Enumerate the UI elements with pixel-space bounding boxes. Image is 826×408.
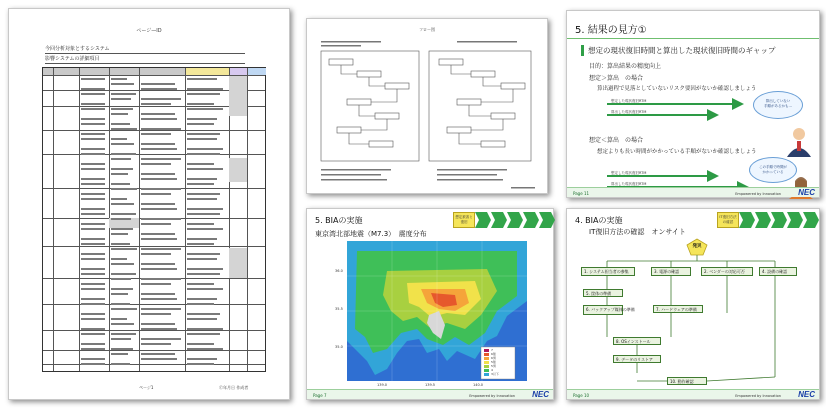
table-text-line xyxy=(187,328,223,330)
table-text-line xyxy=(81,153,105,155)
header-highlight-purple xyxy=(229,68,247,75)
table-text-line xyxy=(187,163,214,165)
table-text-line xyxy=(111,123,130,125)
header-highlight-yellow xyxy=(185,68,229,75)
page-footer-right: Ⓒ年月日 作成者 xyxy=(219,385,249,390)
slide-it-recovery-flow[interactable] xyxy=(566,208,820,400)
table-text-line xyxy=(81,78,105,80)
flow-step-7: 7. ハードウェアの準備 xyxy=(653,305,703,313)
x-tick-1: 139.0 xyxy=(377,383,388,387)
table-col-divider xyxy=(53,68,54,371)
slide-page-number: Page 10 xyxy=(573,393,590,398)
table-text-line xyxy=(81,88,105,90)
flow-step-10: 10. 動作確認 xyxy=(667,377,707,385)
table-text-line xyxy=(111,153,136,155)
table-text-line xyxy=(141,193,171,195)
y-tick-1: 36.0 xyxy=(335,269,343,273)
legend-label: 6強 xyxy=(491,352,496,356)
table-text-line xyxy=(111,288,133,290)
table-text-line xyxy=(111,248,137,250)
table-text-line xyxy=(141,83,175,85)
table-text-line xyxy=(111,168,133,170)
slide-title: 5. BIAの実施 xyxy=(315,216,363,225)
label-assumed-rtm: 想定した現状復旧RTM xyxy=(611,99,647,103)
table-text-line xyxy=(187,363,214,365)
table-text-line xyxy=(81,313,105,315)
speech-bubble-missing-steps: 算出していない 手順があるかも… xyxy=(753,91,803,119)
table-text-line xyxy=(187,193,220,195)
table-text-line xyxy=(141,343,171,345)
label-calculated-rtm: 算出した現状復旧RTM xyxy=(611,110,647,114)
table-text-line xyxy=(141,323,175,325)
table-text-line xyxy=(111,278,131,280)
table-text-line xyxy=(187,228,223,230)
table-text-line xyxy=(81,273,105,275)
table-col-divider xyxy=(247,68,248,371)
table-text-line xyxy=(141,298,177,300)
table-text-line xyxy=(81,283,105,285)
table-text-line xyxy=(81,223,105,225)
bullet-case-greater: 想定＞算出 の場合 xyxy=(589,75,644,82)
table-text-line xyxy=(81,333,105,335)
table-text-line xyxy=(141,268,177,270)
table-text-line xyxy=(111,323,134,325)
y-tick-3: 35.0 xyxy=(335,345,343,349)
flow-step-1: 1. システム担当者の参集 xyxy=(581,267,635,276)
bullet-case-greater-detail: 算出過程で見落としていないリスク要因がないか確認しましょう xyxy=(597,86,757,92)
subtitle-underline xyxy=(45,63,245,64)
flow-step-9: 9. データのリストア xyxy=(613,355,661,363)
slide-subtitle: IT復旧方法の確認 オンサイト xyxy=(589,228,686,236)
table-text-line xyxy=(111,143,134,145)
legend-label: 5強 xyxy=(491,360,496,364)
bullet-purpose: 目的：算出結果の精度向上 xyxy=(589,63,662,70)
slide-footer-tagline: Empowered by Innovation xyxy=(469,394,515,398)
table-text-line xyxy=(111,158,131,160)
legend-label: 7 xyxy=(491,348,493,352)
table-text-line xyxy=(111,213,136,215)
table-text-line xyxy=(141,103,171,105)
table-text-line xyxy=(81,163,105,165)
table-text-line xyxy=(111,258,127,260)
x-tick-2: 139.5 xyxy=(425,383,436,387)
table-text-line xyxy=(187,78,217,80)
table-text-line xyxy=(187,253,220,255)
table-text-line xyxy=(111,78,127,80)
slide-title: 4. BIAの実施 xyxy=(575,216,623,225)
table-text-line xyxy=(141,223,171,225)
slide-results-view[interactable] xyxy=(566,10,820,198)
table-text-line xyxy=(81,303,105,305)
table-text-line xyxy=(187,343,214,345)
table-text-line xyxy=(81,183,105,185)
table-text-line xyxy=(111,348,133,350)
table-col-divider xyxy=(139,68,140,371)
table-text-line xyxy=(81,93,105,95)
table-text-line xyxy=(141,308,181,310)
table-text-line xyxy=(81,213,105,215)
table-text-line xyxy=(141,178,177,180)
table-text-line xyxy=(81,208,105,210)
table-text-line xyxy=(111,308,137,310)
table-text-line xyxy=(187,283,214,285)
slide-subtitle: 想定の現状復旧時間と算出した現状復旧時間のギャップ xyxy=(581,45,820,56)
table-text-line xyxy=(187,178,217,180)
table-text-line xyxy=(187,303,214,305)
table-text-line xyxy=(187,88,223,90)
table-text-line xyxy=(111,293,128,295)
table-text-line xyxy=(187,198,217,200)
businessman-icon xyxy=(787,128,811,157)
table-text-line xyxy=(141,313,171,315)
table-text-line xyxy=(111,128,137,130)
map-title: 東京湾北部地震（M7.3） 震度分布 xyxy=(315,230,427,238)
table-row-divider xyxy=(43,350,265,351)
table-text-line xyxy=(81,253,105,255)
table-text-line xyxy=(111,243,130,245)
document-page-table[interactable] xyxy=(8,8,290,400)
nec-logo: NEC xyxy=(532,390,549,399)
y-tick-2: 35.5 xyxy=(335,307,343,311)
table-row-divider xyxy=(43,154,265,155)
table-text-line xyxy=(141,158,181,160)
nec-logo: NEC xyxy=(798,188,815,197)
table-text-line xyxy=(111,303,130,305)
slide-footer-tagline: Empowered by Innovation xyxy=(735,192,781,196)
table-text-line xyxy=(81,348,105,350)
flow-step-3: 3. 電源の確認 xyxy=(651,267,691,276)
table-text-line xyxy=(81,133,105,135)
legend-label: 3以下 xyxy=(491,372,499,376)
table-text-line xyxy=(111,93,136,95)
table-text-line xyxy=(111,203,134,205)
bullet-case-less: 想定＜算出 の場合 xyxy=(589,137,644,144)
legend-label: 6弱 xyxy=(491,356,496,360)
table-text-line xyxy=(111,353,128,355)
table-text-line xyxy=(187,358,217,360)
table-text-line xyxy=(187,273,220,275)
table-text-line xyxy=(141,128,181,130)
table-text-line xyxy=(141,283,171,285)
table-text-line xyxy=(81,268,105,270)
slide-footer-tagline: Empowered by Innovation xyxy=(735,394,781,398)
table-shaded-cell xyxy=(229,248,247,278)
table-text-line xyxy=(141,188,181,190)
table-text-line xyxy=(141,163,171,165)
table-text-line xyxy=(187,133,220,135)
table-text-line xyxy=(81,118,105,120)
document-subtitle: 影響システムの詳細項目 xyxy=(45,56,100,62)
table-text-line xyxy=(81,328,105,330)
table-text-line xyxy=(187,138,217,140)
flow-form-drawing xyxy=(307,19,549,195)
table-text-line xyxy=(81,198,105,200)
table-text-line xyxy=(187,288,223,290)
table-text-line xyxy=(141,328,177,330)
flow-step-2: 2. ベンダーの対応可否 xyxy=(701,267,753,276)
slide-title: 5. 結果の見方① xyxy=(575,25,647,36)
table-text-line xyxy=(187,93,220,95)
table-text-line xyxy=(187,348,223,350)
slide-page-number: Page 11 xyxy=(573,191,590,196)
label-calculated-rtm-2: 算出した現状復旧RTM xyxy=(611,182,647,186)
slide-footer xyxy=(567,389,819,399)
table-text-line xyxy=(187,238,217,240)
table-text-line xyxy=(141,173,175,175)
table-text-line xyxy=(81,238,105,240)
table-text-line xyxy=(111,108,133,110)
table-text-line xyxy=(141,113,175,115)
label-assumed-rtm-2: 想定した現状復旧RTM xyxy=(611,171,647,175)
table-text-line xyxy=(81,343,105,345)
table-text-line xyxy=(187,183,214,185)
table-text-line xyxy=(141,278,181,280)
table-text-line xyxy=(111,83,134,85)
table-text-line xyxy=(111,228,133,230)
table-text-line xyxy=(111,188,137,190)
table-text-line xyxy=(187,268,223,270)
table-text-line xyxy=(81,228,105,230)
seismic-intensity-map xyxy=(347,241,527,381)
slide-earthquake-map[interactable] xyxy=(306,208,554,400)
table-text-line xyxy=(81,298,105,300)
table-text-line xyxy=(81,168,105,170)
flow-step-8: 8. OSインストール xyxy=(613,337,661,345)
page-footer-left: ページ1 xyxy=(139,385,154,390)
page-header-text: ページ—ID xyxy=(136,28,162,34)
table-text-line xyxy=(141,118,177,120)
table-text-line xyxy=(187,123,214,125)
header-highlight-blue xyxy=(247,68,266,75)
table-text-line xyxy=(111,363,130,365)
table-text-line xyxy=(111,173,128,175)
table-text-line xyxy=(141,338,181,340)
table-text-line xyxy=(187,223,214,225)
table-text-line xyxy=(141,293,175,295)
start-event-label: 発災 xyxy=(692,244,702,249)
table-text-line xyxy=(187,318,217,320)
table-text-line xyxy=(187,168,223,170)
table-row-divider xyxy=(43,130,265,131)
table-text-line xyxy=(141,263,175,265)
slide-footer xyxy=(567,187,819,197)
table-text-line xyxy=(141,88,177,90)
table-text-line xyxy=(111,113,128,115)
table-text-line xyxy=(111,273,136,275)
table-text-line xyxy=(111,318,127,320)
table-row-divider xyxy=(43,304,265,305)
table-text-line xyxy=(111,333,136,335)
table-text-line xyxy=(141,148,177,150)
table-text-line xyxy=(187,333,220,335)
table-text-line xyxy=(141,358,177,360)
flow-step-6: 6. バックアップ媒体の準備 xyxy=(583,305,623,315)
table-text-line xyxy=(81,193,105,195)
step-label-current: 想定被害と 復旧 xyxy=(453,212,475,228)
table-text-line xyxy=(81,318,105,320)
table-text-line xyxy=(187,298,217,300)
legend-label: 4 xyxy=(491,368,493,372)
table-text-line xyxy=(81,178,105,180)
speech-bubble-slow-step: この手順で時間が かかっている xyxy=(749,157,797,183)
table-col-divider xyxy=(79,68,80,371)
table-text-line xyxy=(111,218,131,220)
table-text-line xyxy=(111,233,128,235)
process-steps-bar xyxy=(475,212,555,228)
table-text-line xyxy=(187,153,220,155)
table-col-divider xyxy=(185,68,186,371)
table-text-line xyxy=(187,243,214,245)
page-header-text: フロー図 xyxy=(419,27,435,32)
table-row-divider xyxy=(43,246,265,247)
detail-table xyxy=(42,67,266,372)
table-text-line xyxy=(111,338,131,340)
table-text-line xyxy=(81,108,105,110)
table-text-line xyxy=(187,213,220,215)
table-row-divider xyxy=(43,330,265,331)
table-row-divider xyxy=(43,364,265,365)
table-text-line xyxy=(187,208,223,210)
table-text-line xyxy=(111,138,127,140)
table-text-line xyxy=(141,238,177,240)
table-shaded-cell xyxy=(229,76,247,116)
table-text-line xyxy=(81,123,105,125)
table-text-line xyxy=(141,233,175,235)
slide-footer xyxy=(307,389,553,399)
table-text-line xyxy=(141,98,181,100)
legend-label: 5弱 xyxy=(491,364,496,368)
table-text-line xyxy=(111,98,131,100)
table-text-line xyxy=(187,108,223,110)
table-text-line xyxy=(187,313,220,315)
table-text-line xyxy=(141,253,171,255)
table-text-line xyxy=(81,148,105,150)
flow-step-4: 4. 設備の確認 xyxy=(759,267,797,276)
title-underline xyxy=(45,53,245,54)
slide-page-number: Page 7 xyxy=(313,393,327,398)
table-text-line xyxy=(187,258,217,260)
table-text-line xyxy=(141,248,181,250)
x-tick-3: 140.0 xyxy=(473,383,484,387)
table-text-line xyxy=(141,353,175,355)
table-text-line xyxy=(81,243,105,245)
table-shaded-cell xyxy=(229,158,247,182)
table-text-line xyxy=(187,103,214,105)
table-text-line xyxy=(81,258,105,260)
table-text-line xyxy=(141,208,177,210)
step-label-current: IT復旧方法 の確認 xyxy=(717,212,739,228)
table-text-line xyxy=(81,363,105,365)
table-text-line xyxy=(111,198,127,200)
table-text-line xyxy=(141,133,171,135)
table-text-line xyxy=(81,288,105,290)
table-text-line xyxy=(141,143,175,145)
table-text-line xyxy=(141,218,181,220)
table-text-line xyxy=(187,118,217,120)
flow-step-5: 5. 筐体の準備 xyxy=(583,289,623,297)
table-text-line xyxy=(187,148,223,150)
nec-logo: NEC xyxy=(798,390,815,399)
table-text-line xyxy=(111,263,134,265)
table-text-line xyxy=(81,138,105,140)
table-text-line xyxy=(81,358,105,360)
table-text-line xyxy=(141,203,175,205)
bullet-case-less-detail: 想定よりも長い時間がかかっている手順がないか確認しましょう xyxy=(597,149,757,155)
table-text-line xyxy=(81,103,105,105)
table-text-line xyxy=(111,183,130,185)
document-title: 今回分析対象とするシステム xyxy=(45,46,110,52)
document-page-flowform[interactable] xyxy=(306,18,548,194)
